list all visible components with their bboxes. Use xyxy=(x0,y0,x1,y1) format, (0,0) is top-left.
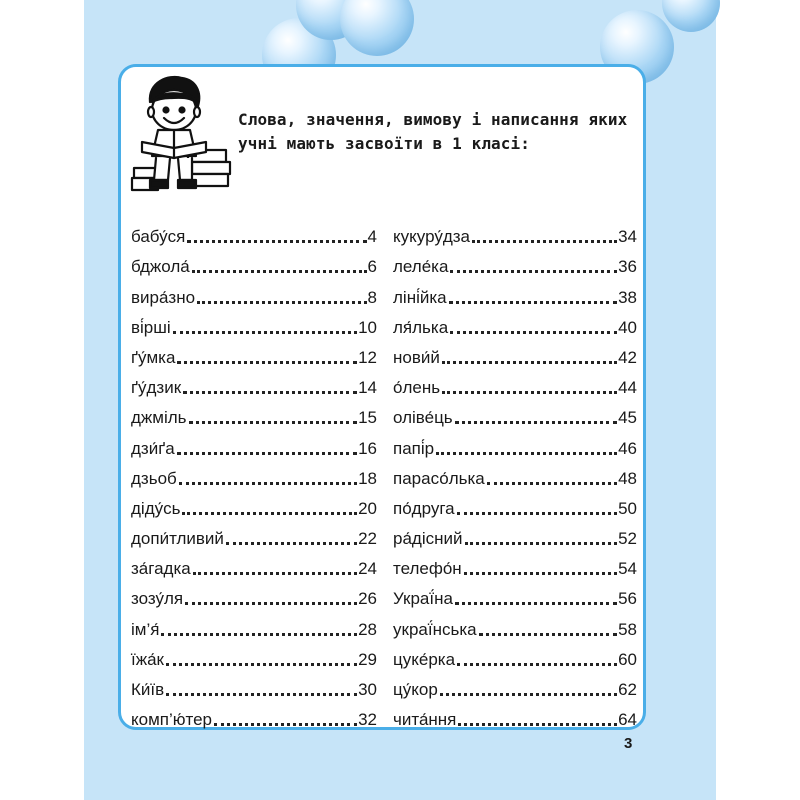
page-heading: Слова, значення, вимову і написання яких учні мають засвоїти в 1 класі: xyxy=(238,110,628,153)
word-entry: комп’ю́тер xyxy=(131,710,213,730)
list-item xyxy=(131,338,377,368)
dot-leader xyxy=(479,633,617,636)
list-item xyxy=(131,277,377,307)
page-reference: 32 xyxy=(358,710,377,730)
word-entry: ім’я́ xyxy=(131,619,160,639)
word-entry: ліні́йка xyxy=(393,287,447,307)
dot-leader xyxy=(182,512,357,515)
page-reference: 50 xyxy=(618,498,637,518)
word-entry: Украї́на xyxy=(393,589,453,609)
list-item xyxy=(131,640,377,670)
page-reference: 45 xyxy=(618,408,637,428)
page-reference: 18 xyxy=(358,468,377,488)
page-reference: 38 xyxy=(618,287,637,307)
list-item xyxy=(131,579,377,609)
dot-leader xyxy=(166,693,357,696)
word-entry: Ки́їв xyxy=(131,680,165,699)
word-entry: ґу́дзик xyxy=(131,378,182,398)
page-number: 3 xyxy=(624,735,633,752)
list-item xyxy=(393,277,637,307)
page-reference: 54 xyxy=(618,559,637,579)
list-item xyxy=(131,247,377,277)
page-reference: 40 xyxy=(618,317,637,337)
list-item xyxy=(393,549,637,579)
page-reference: 62 xyxy=(618,680,637,699)
list-item xyxy=(393,700,637,730)
word-entry: папі́р xyxy=(393,438,435,458)
list-item xyxy=(131,670,377,700)
word-entry: кукуру́дза xyxy=(393,227,470,247)
list-item xyxy=(131,519,377,549)
list-item xyxy=(131,217,377,247)
dot-leader xyxy=(187,240,366,243)
page-reference: 4 xyxy=(367,227,377,247)
word-entry: ві́рші xyxy=(131,317,171,337)
word-entry: допи́тливий xyxy=(131,529,224,549)
dot-leader xyxy=(161,633,357,636)
dot-leader xyxy=(185,602,357,605)
dot-leader xyxy=(179,482,357,485)
word-list-left xyxy=(131,217,377,730)
word-entry: зозу́ля xyxy=(131,589,184,609)
word-entry: украї́нська xyxy=(393,619,477,639)
list-item xyxy=(393,398,637,428)
dot-leader xyxy=(192,270,367,273)
word-entry: дзи́ґа xyxy=(131,438,175,458)
word-entry: нови́й xyxy=(393,347,440,367)
list-item xyxy=(131,368,377,398)
boy-reading-book-icon xyxy=(128,72,234,200)
dot-leader xyxy=(440,693,617,696)
word-entry: вира́зно xyxy=(131,287,196,307)
dot-leader xyxy=(457,512,617,515)
dot-leader xyxy=(183,391,357,394)
list-item xyxy=(393,217,637,247)
list-item xyxy=(393,519,637,549)
dot-leader xyxy=(449,301,617,304)
dot-leader xyxy=(458,723,617,726)
dot-leader xyxy=(450,270,617,273)
word-entry: цу́кор xyxy=(393,680,438,699)
list-item xyxy=(131,489,377,519)
dot-leader xyxy=(442,391,617,394)
list-item xyxy=(131,549,377,579)
dot-leader xyxy=(472,240,617,243)
list-item xyxy=(393,670,637,700)
page-reference: 14 xyxy=(358,378,377,398)
word-entry: о́лень xyxy=(393,378,441,398)
dot-leader xyxy=(189,421,358,424)
page-reference: 64 xyxy=(618,710,637,730)
dot-leader xyxy=(455,421,617,424)
word-entry: ра́дісний xyxy=(393,529,463,549)
dot-leader xyxy=(464,572,617,575)
page-reference: 42 xyxy=(618,347,637,367)
word-entry: парасо́лька xyxy=(393,468,485,488)
page-reference: 29 xyxy=(358,649,377,669)
page-reference: 56 xyxy=(618,589,637,609)
list-item xyxy=(393,368,637,398)
page-reference: 58 xyxy=(618,619,637,639)
page-reference: 36 xyxy=(618,257,637,277)
page-reference: 22 xyxy=(358,529,377,549)
page-reference: 24 xyxy=(358,559,377,579)
page-reference: 26 xyxy=(358,589,377,609)
dot-leader xyxy=(487,482,617,485)
page-reference: 16 xyxy=(358,438,377,458)
dot-leader xyxy=(450,331,617,334)
list-item xyxy=(393,247,637,277)
page-reference: 48 xyxy=(618,468,637,488)
word-entry: бабу́ся xyxy=(131,227,186,247)
dot-leader xyxy=(197,301,366,304)
page-reference: 30 xyxy=(358,680,377,699)
word-entry: оліве́ць xyxy=(393,408,453,428)
page-reference: 20 xyxy=(358,498,377,518)
word-entry: леле́ка xyxy=(393,257,449,277)
word-entry: за́гадка xyxy=(131,559,191,579)
list-item xyxy=(131,308,377,338)
list-item xyxy=(131,700,377,730)
list-item xyxy=(393,428,637,458)
word-entry: дзьоб xyxy=(131,468,177,488)
word-list-right xyxy=(393,217,637,730)
dot-leader xyxy=(177,361,357,364)
dot-leader xyxy=(226,542,357,545)
page-reference: 52 xyxy=(618,529,637,549)
word-entry: бджола́ xyxy=(131,257,190,277)
word-entry: по́друга xyxy=(393,498,455,518)
list-item xyxy=(393,459,637,489)
word-entry: цуке́рка xyxy=(393,649,456,669)
dot-leader xyxy=(173,331,357,334)
list-item xyxy=(393,489,637,519)
dot-leader xyxy=(455,602,617,605)
page-reference: 44 xyxy=(618,378,637,398)
word-entry: чита́ння xyxy=(393,710,457,730)
list-item xyxy=(131,609,377,639)
word-entry: діду́сь xyxy=(131,498,181,518)
list-item xyxy=(131,428,377,458)
list-item xyxy=(393,338,637,368)
dot-leader xyxy=(465,542,618,545)
word-entry: джміль xyxy=(131,408,187,428)
page-reference: 12 xyxy=(358,347,377,367)
list-item xyxy=(393,640,637,670)
list-item xyxy=(131,459,377,489)
page-reference: 6 xyxy=(367,257,377,277)
page-reference: 8 xyxy=(367,287,377,307)
dot-leader xyxy=(177,452,357,455)
dot-leader xyxy=(436,452,617,455)
page-reference: 34 xyxy=(618,227,637,247)
word-entry: їжа́к xyxy=(131,649,164,669)
dot-leader xyxy=(166,663,357,666)
word-entry: ґу́мка xyxy=(131,347,176,367)
page-reference: 60 xyxy=(618,649,637,669)
dot-leader xyxy=(442,361,617,364)
dot-leader xyxy=(214,723,357,726)
page-reference: 10 xyxy=(358,317,377,337)
dot-leader xyxy=(457,663,617,666)
dot-leader xyxy=(193,572,357,575)
list-item xyxy=(131,398,377,428)
word-entry: ля́лька xyxy=(393,317,449,337)
page-reference: 46 xyxy=(618,438,637,458)
word-entry: телефо́н xyxy=(393,559,462,579)
list-item xyxy=(393,579,637,609)
list-item xyxy=(393,609,637,639)
list-item xyxy=(393,308,637,338)
page-reference: 15 xyxy=(358,408,377,428)
page-reference: 28 xyxy=(358,619,377,639)
